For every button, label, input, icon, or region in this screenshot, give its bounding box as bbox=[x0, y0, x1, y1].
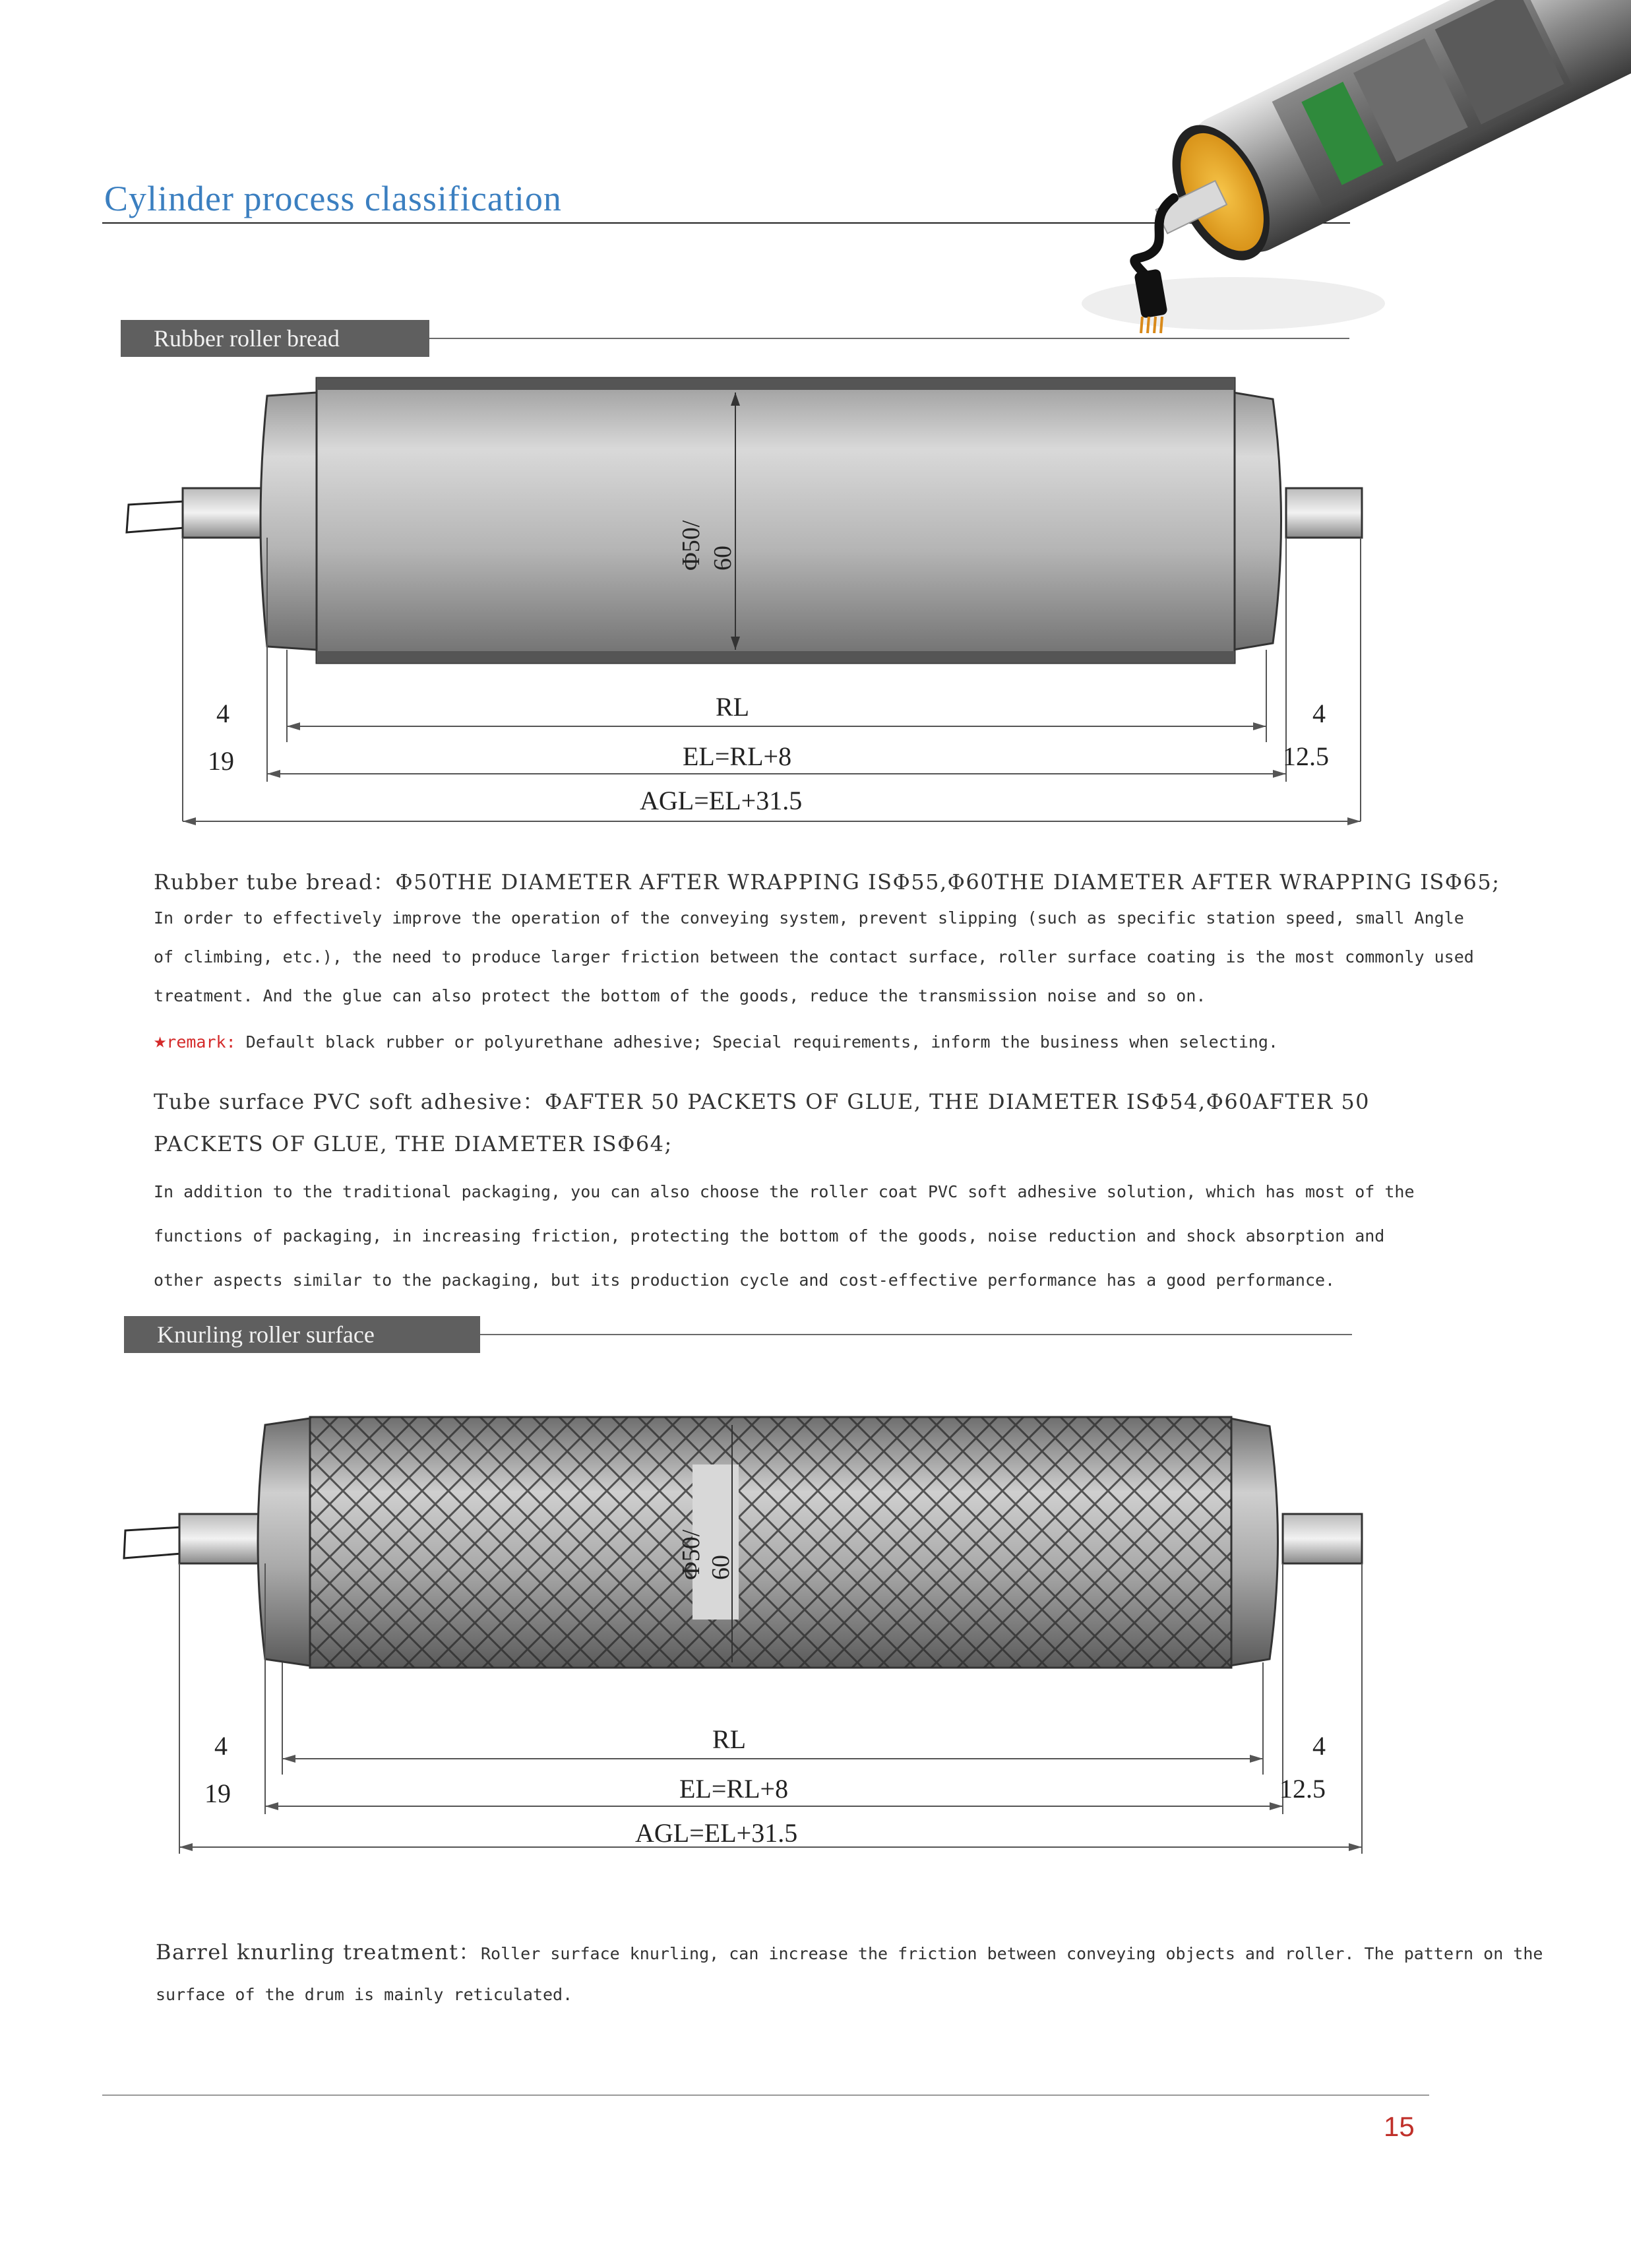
knurling-body-1: Roller surface knurling, can increase the friction between conveying objects and roller. The pattern on the bbox=[480, 1944, 1543, 1963]
section-tag-knurling: Knurling roller surface bbox=[124, 1316, 480, 1353]
remark-text: Default black rubber or polyurethane adhesive; Special requirements, inform the business when selecting. bbox=[245, 1032, 1279, 1052]
page-title: Cylinder process classification bbox=[104, 179, 562, 218]
dim-center-bottom: AGL=EL+31.5 bbox=[640, 786, 803, 815]
cable-left bbox=[127, 501, 185, 532]
rubber-remark bbox=[154, 1021, 1278, 1061]
remark-star-icon: ★ bbox=[154, 1028, 167, 1053]
pvc-body-line-3: other aspects similar to the packaging, but its production cycle and cost-effective performance has a good performance. bbox=[154, 1271, 1336, 1290]
knurling-body-2: surface of the drum is mainly reticulated. bbox=[156, 1985, 573, 2004]
pvc-body-line-2: functions of packaging, in increasing friction, protecting the bottom of the goods, noise reduction and shock absorption and bbox=[154, 1226, 1385, 1245]
knurling-heading: Barrel knurling treatment： bbox=[156, 1939, 481, 1965]
pvc-body-line-1: In addition to the traditional packaging, you can also choose the roller coat PVC soft adhesive solution, which has most of the bbox=[154, 1182, 1415, 1201]
shaft-right bbox=[1286, 488, 1362, 538]
section-rule-knurling bbox=[480, 1334, 1352, 1335]
end-cap-right bbox=[1233, 393, 1281, 650]
dim-left-bottom: 19 bbox=[204, 1779, 231, 1808]
shaft-right bbox=[1283, 1514, 1362, 1563]
diameter-label-2: 60 bbox=[709, 546, 737, 571]
remark-label: remark: bbox=[166, 1032, 236, 1052]
pvc-heading-line-2: PACKETS OF GLUE, THE DIAMETER ISΦ64; bbox=[154, 1131, 673, 1156]
cable-left bbox=[124, 1527, 181, 1558]
end-cap-left bbox=[261, 393, 317, 650]
dim-right-top: 4 bbox=[1312, 699, 1326, 728]
dim-center-mid: EL=RL+8 bbox=[683, 741, 792, 771]
pvc-heading-line-1: Tube surface PVC soft adhesive：ΦAFTER 50 PACKETS OF GLUE, THE DIAMETER ISΦ54,Φ60AFTER 50 bbox=[154, 1089, 1370, 1114]
footer-divider bbox=[102, 2095, 1429, 2096]
rubber-tube bbox=[317, 378, 1235, 663]
dim-center-bottom: AGL=EL+31.5 bbox=[635, 1818, 798, 1848]
dim-center-mid: EL=RL+8 bbox=[679, 1774, 789, 1804]
rubber-roller-drawing bbox=[119, 366, 1385, 828]
knurling-text-line-1 bbox=[156, 1933, 1543, 1973]
rubber-heading: Rubber tube bread：Φ50THE DIAMETER AFTER WRAPPING ISΦ55,Φ60THE DIAMETER AFTER WRAPPING ISΦ65; bbox=[154, 869, 1500, 895]
shaft-left bbox=[183, 488, 268, 538]
dim-center-top: RL bbox=[716, 692, 750, 722]
shaft-left bbox=[179, 1514, 265, 1563]
section-rule-rubber bbox=[429, 338, 1349, 339]
rubber-body-line-1: In order to effectively improve the operation of the conveying system, prevent slipping (such as specific station speed, small Angle bbox=[154, 908, 1464, 928]
page-number: 15 bbox=[1384, 2111, 1415, 2142]
dim-center-top: RL bbox=[712, 1724, 747, 1754]
dim-right-bottom: 12.5 bbox=[1283, 741, 1329, 771]
dim-right-top: 4 bbox=[1312, 1731, 1326, 1761]
knurled-roller-drawing bbox=[119, 1399, 1385, 1860]
motorized-roller-image bbox=[950, 0, 1631, 369]
dim-left-top: 4 bbox=[216, 699, 230, 728]
rubber-body-line-2: of climbing, etc.), the need to produce larger friction between the contact surface, roller surface coating is the most commonly used bbox=[154, 947, 1474, 966]
rubber-body-line-3: treatment. And the glue can also protect the bottom of the goods, reduce the transmission noise and so on. bbox=[154, 986, 1206, 1005]
dim-left-top: 4 bbox=[214, 1731, 228, 1761]
section-tag-rubber: Rubber roller bread bbox=[121, 320, 429, 357]
dim-right-bottom: 12.5 bbox=[1279, 1774, 1326, 1804]
diameter-label-2: 60 bbox=[707, 1555, 735, 1580]
diameter-label-1: Φ50/ bbox=[677, 520, 705, 571]
diameter-label-1: Φ50/ bbox=[677, 1529, 705, 1580]
dim-left-bottom: 19 bbox=[208, 746, 234, 776]
end-cap-right bbox=[1230, 1418, 1278, 1666]
